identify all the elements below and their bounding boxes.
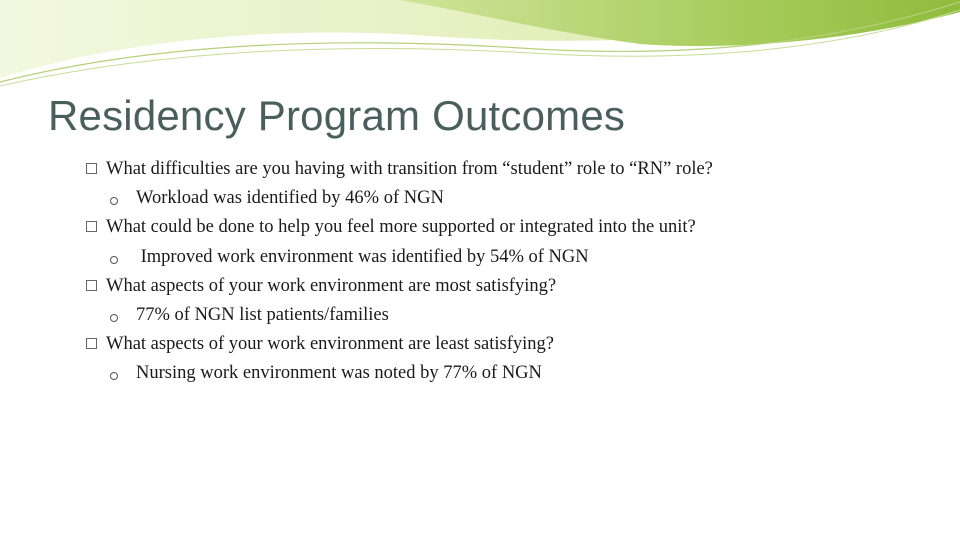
green-swoosh-decoration bbox=[0, 0, 960, 100]
answer-text: Nursing work environment was noted by 77% of NGN bbox=[136, 363, 542, 384]
answer-text: Workload was identified by 46% of NGN bbox=[136, 188, 444, 209]
question-item bbox=[86, 330, 946, 359]
question-text: What could be done to help you feel more supported or integrated into the unit? bbox=[106, 217, 696, 238]
question-text: What difficulties are you having with transition from “student” role to “RN” role? bbox=[106, 159, 713, 179]
question-item bbox=[86, 213, 946, 242]
answer-text: 77% of NGN list patients/families bbox=[136, 304, 389, 325]
answer-item bbox=[86, 184, 946, 213]
circle-bullet-icon bbox=[110, 197, 118, 205]
question-text: What aspects of your work environment are least satisfying? bbox=[106, 334, 554, 355]
square-bullet-icon bbox=[86, 338, 97, 349]
circle-bullet-icon bbox=[110, 372, 118, 380]
answer-item bbox=[86, 301, 946, 330]
circle-bullet-icon bbox=[110, 256, 118, 264]
answer-text: Improved work environment was identified by 54% of NGN bbox=[136, 246, 589, 267]
question-item bbox=[86, 155, 946, 184]
slide-title: Residency Program Outcomes bbox=[48, 92, 626, 139]
circle-bullet-icon bbox=[110, 314, 118, 322]
square-bullet-icon bbox=[86, 163, 97, 174]
answer-item bbox=[86, 359, 946, 388]
question-text: What aspects of your work environment are most satisfying? bbox=[106, 275, 557, 296]
question-item bbox=[86, 272, 946, 301]
answer-item bbox=[86, 243, 946, 272]
square-bullet-icon bbox=[86, 280, 97, 291]
outcomes-list bbox=[86, 155, 946, 389]
square-bullet-icon bbox=[86, 221, 97, 232]
